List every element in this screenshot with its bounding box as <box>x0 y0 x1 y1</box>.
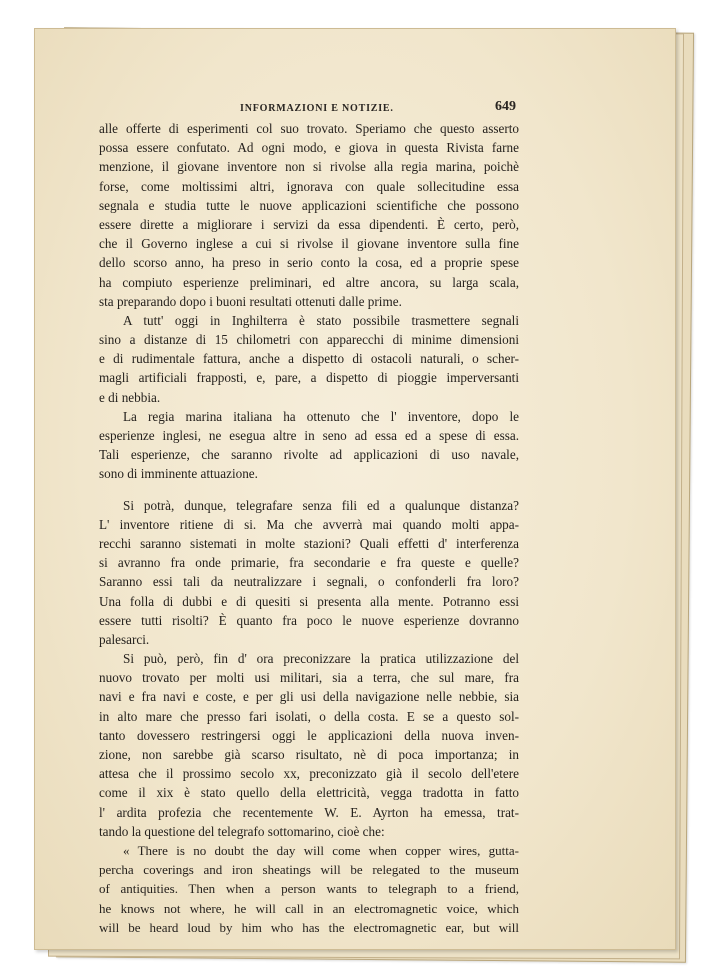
text-line: recchi saranno sistemati in molte stazioni? Quali effetti d' interferenza <box>99 535 519 551</box>
text-line: esperienze inglesi, ne esegua altre in seno ad essa ed a spese di essa. <box>99 428 519 443</box>
paragraph <box>99 496 519 650</box>
text-line: magli artificiali frapposti, e, pare, a dispetto di pioggie imperversanti <box>99 370 519 386</box>
paragraph <box>99 649 519 841</box>
paragraph <box>99 311 519 407</box>
text-line: possa essere confutato. Ad ogni modo, e giova in questa Rivista farne <box>99 140 519 156</box>
text-line: palesarci. <box>99 631 150 647</box>
text-line: of antiquities. Then when a person wants to telegraph to a friend, <box>99 881 519 897</box>
text-line: e di rudimentale fattura, anche a dispetto di ostacoli naturali, o scher- <box>99 351 519 367</box>
text-line: essere tutti risolti? È quanto fra poco le nuove esperienze dovranno <box>99 612 519 628</box>
text-line: sino a distanze di 15 chilometri con apparecchi di minime dimensioni <box>99 332 519 348</box>
text-line: forse, come moltissimi altri, ignorava con quale sollecitudine essa <box>99 178 519 194</box>
text-line: Si potrà, dunque, telegrafare senza fili ed a qualunque distanza? <box>123 497 519 513</box>
text-line: che il Governo inglese a cui si rivolse il giovane inventore sulla fine <box>99 236 519 252</box>
text-line: he knows not where, he will call in an electromagnetic voice, which <box>99 900 519 916</box>
text-line: segnala e studia tutte le nuove applicazioni scientifiche che possono <box>99 197 519 213</box>
text-line: nuovo trovato per molti usi militari, sia a terra, che sul mare, fra <box>99 670 519 686</box>
text-line: « There is no doubt the day will come when copper wires, gutta- <box>123 842 519 858</box>
text-line: come il xix è stato quello della elettricità, vegga tradotta in fatto <box>99 785 519 801</box>
text-line: A tutt' oggi in Inghilterra è stato possibile trasmettere segnali <box>123 312 519 328</box>
text-line: sono di imminente attuazione. <box>99 466 258 482</box>
paragraph <box>99 119 519 311</box>
body-text <box>99 119 519 937</box>
text-line: essere dirette a migliorare i servizi da essa dipendenti. È certo, però, <box>99 216 519 232</box>
text-line: La regia marina italiana ha ottenuto che l' inventore, dopo le <box>123 408 519 424</box>
text-line: e di nebbia. <box>99 389 161 405</box>
section-gap <box>99 484 519 496</box>
text-line: will be heard loud by him who has the electromagnetic ear, but will <box>99 919 519 935</box>
text-line: ha compiuto esperienze preliminari, ed altre ancora, su larga scala, <box>99 274 519 290</box>
text-line: alle offerte di esperimenti col suo trovato. Speriamo che questo asserto <box>99 121 519 136</box>
text-line: attesa che il prossimo secolo xx, preconizzato già il secolo dell'etere <box>99 766 519 782</box>
paragraph <box>99 407 519 484</box>
text-line: L' inventore ritiene di si. Ma che avverrà mai quando molti appa- <box>99 516 519 532</box>
text-line: Saranno essi tali da neutralizzare i segnali, o confonderli fra loro? <box>99 574 519 590</box>
text-line: tanto dovessero restringersi oggi le applicazioni della nuova inven- <box>99 727 519 743</box>
text-line: si avranno fra onde primarie, fra secondarie e fra queste e quelle? <box>99 555 519 571</box>
text-line: percha coverings and iron sheatings will be relegated to the museum <box>99 862 519 878</box>
text-line: tando la questione del telegrafo sottomarino, cioè che: <box>99 823 385 839</box>
text-line: sta preparando dopo i buoni resultati ottenuti dalle prime. <box>99 293 402 309</box>
text-line: navi e fra navi e coste, e per gli usi della navigazione nelle nebbie, sia <box>99 689 519 705</box>
page-number: 649 <box>495 99 516 114</box>
running-head: INFORMAZIONI E NOTIZIE. <box>240 103 394 114</box>
text-line: Si può, però, fin d' ora preconizzare la pratica utilizzazione del <box>123 651 519 667</box>
text-line: l' ardita profezia che recentemente W. E. Ayrton ha emessa, trat- <box>99 804 519 820</box>
text-line: menzione, il giovane inventore non si rivolse alla regia marina, poichè <box>99 159 519 175</box>
quotation <box>99 841 519 937</box>
text-line: dello scorso anno, ha preso in serio conto la cosa, ed a proprie spese <box>99 255 519 271</box>
text-line: Una folla di dubbi e di quesiti si presenta alla mente. Potranno essi <box>99 593 519 609</box>
text-line: in alto mare che presso fari isolati, o della costa. E se a questo sol- <box>99 708 519 724</box>
text-line: Tali esperienze, che saranno rivolte ad applicazioni di uso navale, <box>99 447 519 463</box>
page-header <box>100 99 516 119</box>
text-line: zione, non sarebbe già scarso risultato, nè di poca importanza; in <box>99 747 519 762</box>
